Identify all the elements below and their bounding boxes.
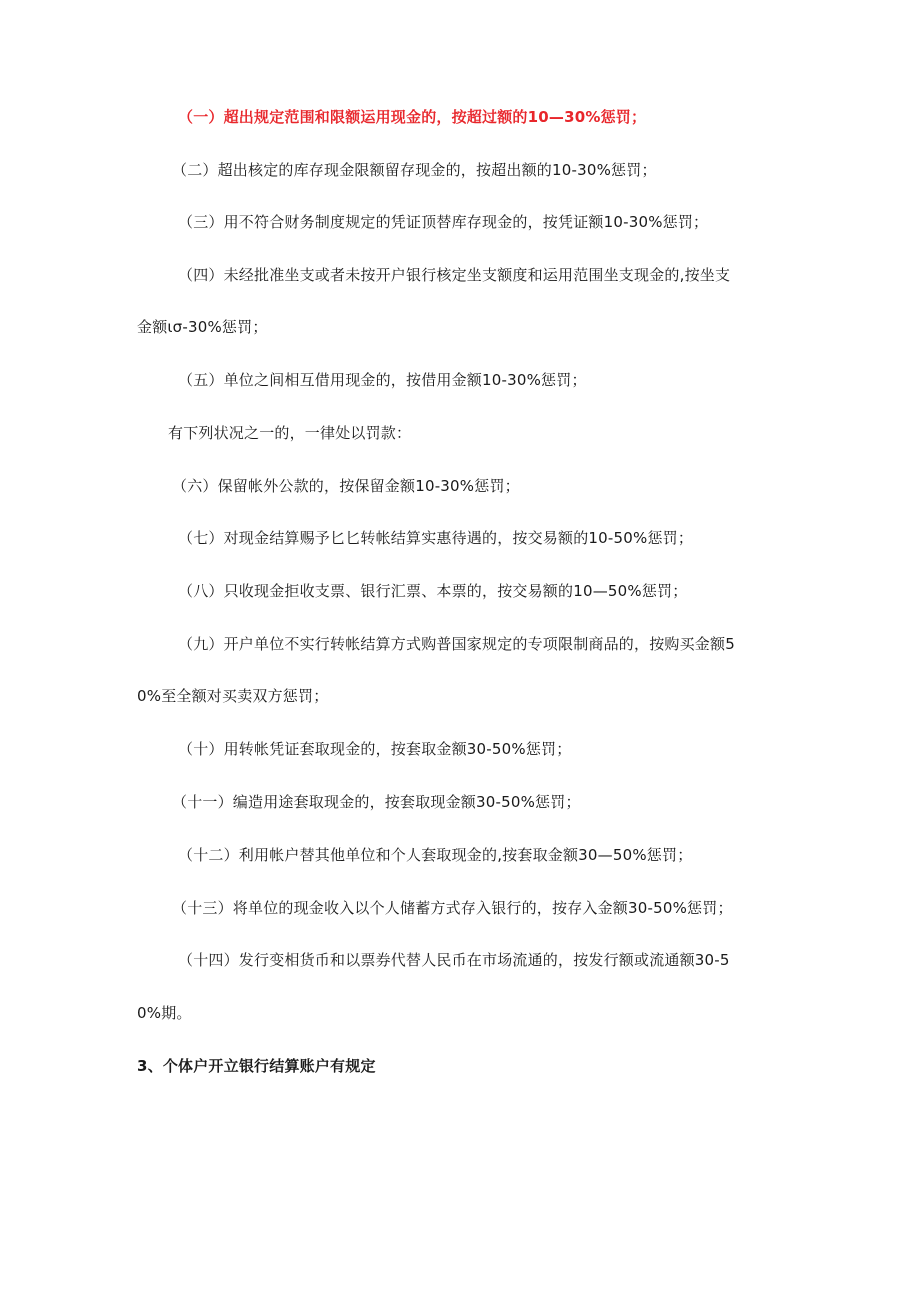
paragraph-item-9: （九）开户单位不实行转帐结算方式购普国家规定的专项限制商品的，按购买金额5 <box>178 635 735 653</box>
paragraph-item-4-continued: 金额ισ-30%惩罚； <box>137 318 268 336</box>
section-heading: 3、个体户开立银行结算账户有规定 <box>137 1057 376 1075</box>
paragraph-item-1: （一）超出规定范围和限额运用现金的，按超过额的10—30%惩罚； <box>178 108 647 126</box>
paragraph-item-10: （十）用转帐凭证套取现金的，按套取金额30-50%惩罚； <box>178 740 572 758</box>
paragraph-item-7: （七）对现金结算赐予匕匕转帐结算实惠待遇的，按交易额的10-50%惩罚； <box>178 529 694 547</box>
paragraph-item-12: （十二）利用帐户替其他单位和个人套取现金的,按套取金额30—50%惩罚； <box>178 846 693 864</box>
paragraph-item-11: （十一）编造用途套取现金的，按套取现金额30-50%惩罚； <box>172 793 581 811</box>
paragraph-item-5: （五）单位之间相互借用现金的，按借用金额10-30%惩罚； <box>178 371 587 389</box>
paragraph-intro: 有下列状况之一的，一律处以罚款： <box>168 424 412 442</box>
paragraph-item-14-continued: 0%期。 <box>137 1004 192 1022</box>
paragraph-item-6: （六）保留帐外公款的，按保留金额10-30%惩罚； <box>172 477 520 495</box>
paragraph-item-4: （四）未经批准坐支或者未按开户银行核定坐支额度和运用范围坐支现金的,按坐支 <box>178 266 731 284</box>
paragraph-item-14: （十四）发行变相货币和以票券代替人民币在市场流通的，按发行额或流通额30-5 <box>178 951 730 969</box>
paragraph-item-9-continued: 0%至全额对买卖双方惩罚； <box>137 687 329 705</box>
paragraph-item-3: （三）用不符合财务制度规定的凭证顶替库存现金的，按凭证额10-30%惩罚； <box>178 213 709 231</box>
paragraph-item-2: （二）超出核定的库存现金限额留存现金的，按超出额的10-30%惩罚； <box>172 161 657 179</box>
paragraph-item-13: （十三）将单位的现金收入以个人储蓄方式存入银行的，按存入金额30-50%惩罚； <box>172 899 733 917</box>
paragraph-item-8: （八）只收现金拒收支票、银行汇票、本票的，按交易额的10—50%惩罚； <box>178 582 688 600</box>
